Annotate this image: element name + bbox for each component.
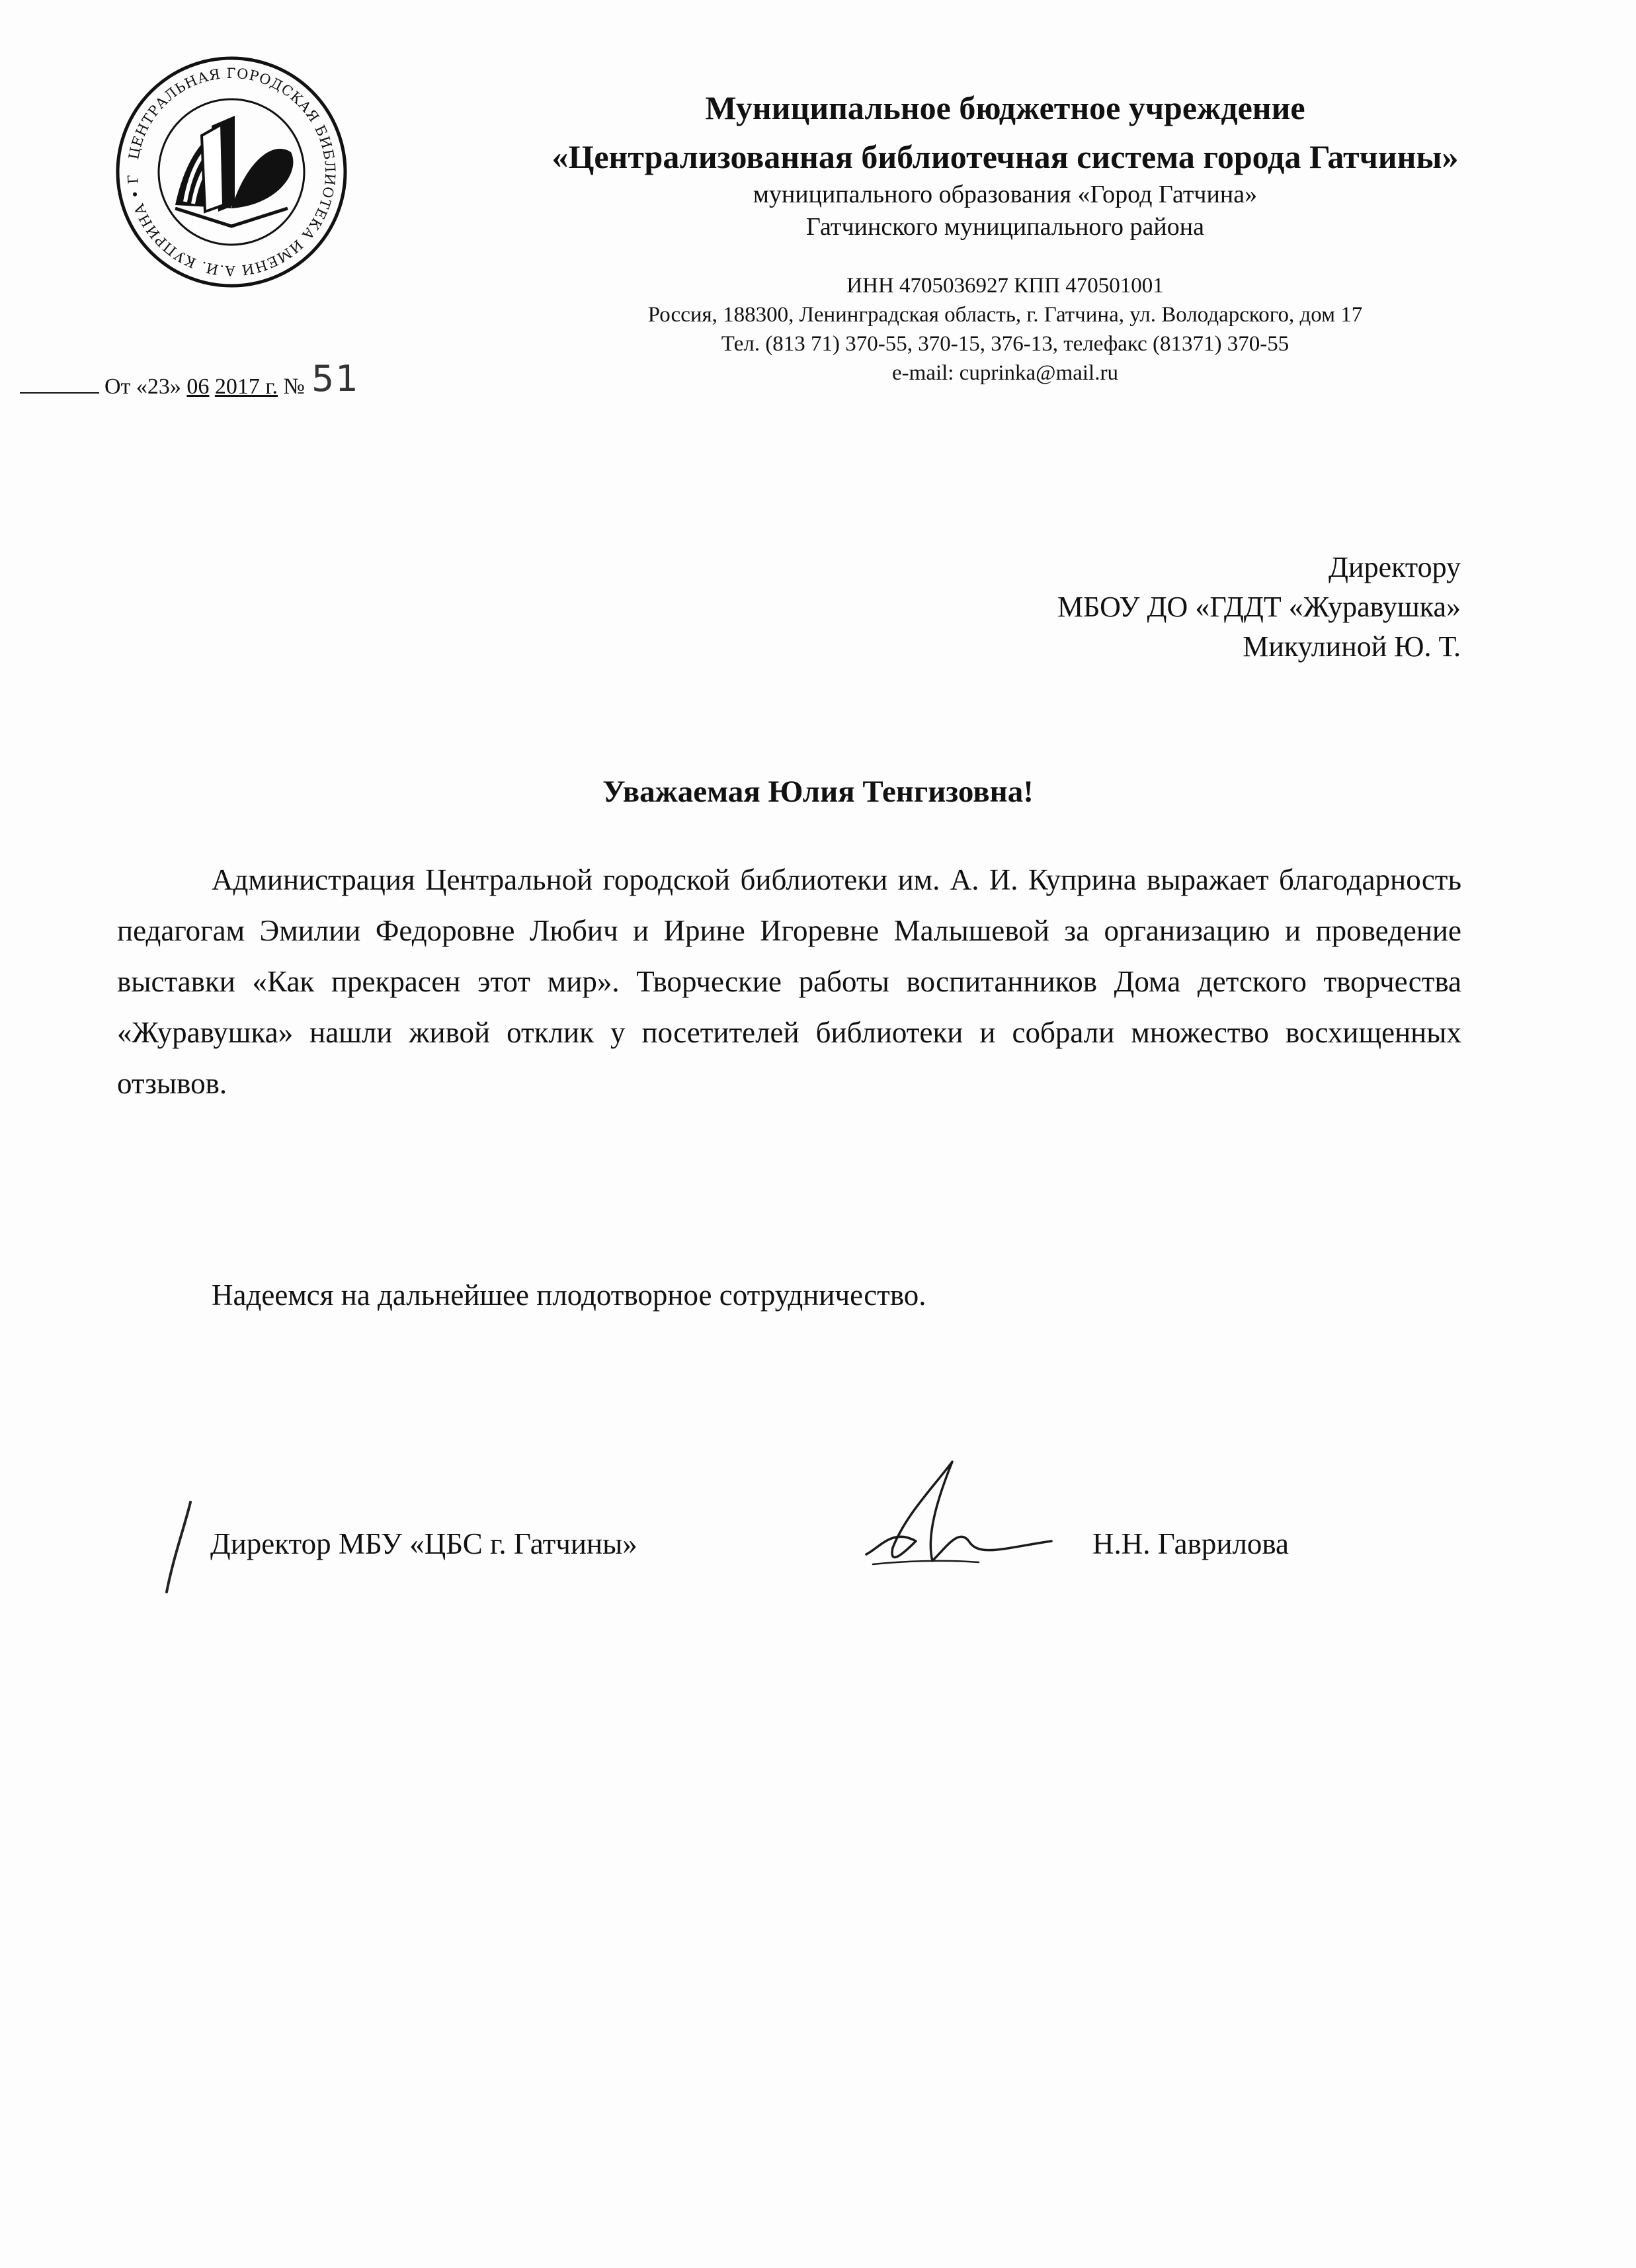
addressee-line1: Директору [1329,551,1461,583]
library-logo [112,53,350,291]
addressee-line3: Микулиной Ю. Т. [1243,630,1461,663]
reference-month: 06 [186,374,210,399]
reference-number-label: № [283,374,305,399]
addressee-line2: МБОУ ДО «ГДДТ «Журавушка» [1057,591,1461,623]
org-phone: Тел. (813 71) 370-55, 370-15, 376-13, телефакс (81371) 370-55 [721,332,1289,356]
library-logo-graphic [112,53,350,291]
logo-ring-text: ЦЕНТРАЛЬНАЯ ГОРОДСКАЯ БИБЛИОТЕКА ИМЕНИ А.И. КУПРИНА • Г [124,65,339,279]
greeting: Уважаемая Юлия Тенгизовна! [602,775,1034,809]
org-name-line2: «Централизованная библиотечная система города Гатчины» [552,138,1459,175]
reference-prefix: От «23» [104,374,181,399]
handwritten-signature [853,1449,1065,1587]
org-name-line1: Муниципальное бюджетное учреждение [705,89,1305,126]
body-paragraph-2: Надеемся на дальнейшее плодотворное сотрудничество. [212,1279,926,1312]
reference-line [20,360,360,402]
org-name-line3: муниципального образования «Город Гатчина» [753,181,1258,208]
reference-year: 2017 г. [214,374,278,399]
reference-blank [20,392,99,394]
org-inn: ИНН 4705036927 КПП 470501001 [846,274,1164,298]
addressee-block [1057,548,1461,667]
signatory-name: Н.Н. Гаврилова [1092,1527,1289,1560]
body-paragraph-1: Администрация Центральной городской библиотеки им. А. И. Куприна выражает благодарность педагогам Эмилии Федоровне Любич и Ирине Игоревне Малышевой за организацию и проведение выставки «Как прекрасен этот мир». Творческие работы воспитанников Дома детского творчества «Журавушка» нашли живой отклик у посетителей библиотеки и собрали множество восхищенных отзывов. [117,863,1461,1100]
pen-tick-mark [159,1498,198,1597]
reference-number: 51 [311,358,360,399]
org-name-line4: Гатчинского муниципального района [806,213,1204,241]
signature-role: Директор МБУ «ЦБС г. Гатчины» [210,1527,637,1560]
org-address: Россия, 188300, Ленинградская область, г. Гатчина, ул. Володарского, дом 17 [647,303,1363,327]
org-email: e-mail: cuprinka@mail.ru [892,361,1118,385]
